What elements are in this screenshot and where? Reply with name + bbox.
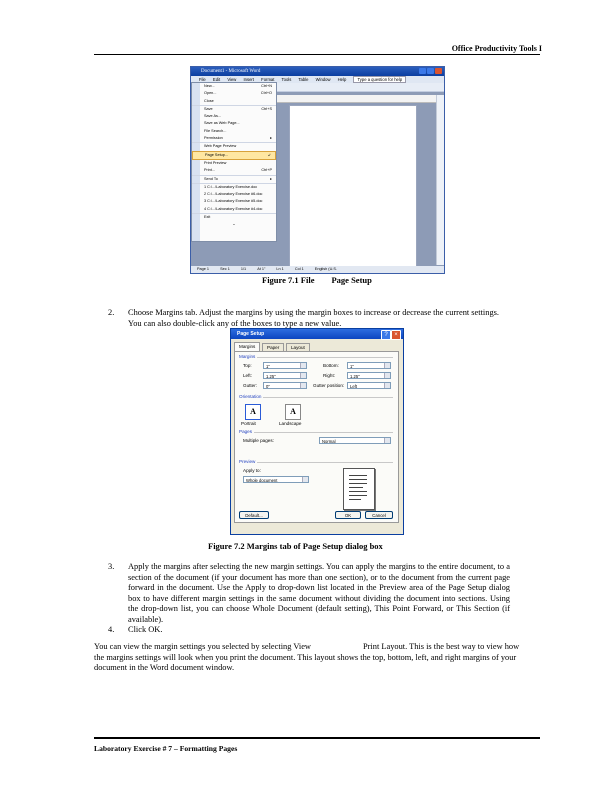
page-footer: Laboratory Exercise # 7 – Formatting Pages	[94, 744, 238, 753]
file-menu-open[interactable]: Open... Ctrl+O	[204, 91, 272, 96]
footer-rule	[94, 737, 540, 739]
margins-panel	[234, 351, 399, 523]
margins-group-rule	[239, 357, 393, 358]
menu-insert[interactable]: Insert	[243, 77, 254, 82]
preview-group-title: Preview	[239, 459, 256, 464]
file-menu-save-as[interactable]: Save As...	[204, 114, 222, 119]
file-menu-save[interactable]: Save Ctrl+S	[192, 105, 276, 113]
file-menu-print-preview[interactable]: Print Preview	[204, 160, 227, 165]
cancel-button[interactable]: Cancel	[365, 511, 393, 519]
word-statusbar	[191, 266, 444, 273]
word-titlebar: Document1 - Microsoft Word	[191, 67, 444, 76]
file-menu-page-setup[interactable]: Page Setup... ➹	[192, 151, 276, 160]
bottom-margin-input[interactable]: 1"	[347, 362, 391, 369]
chevron-down-icon[interactable]	[384, 383, 390, 388]
preview-group-rule	[239, 462, 393, 463]
orientation-group-title: Orientation	[239, 394, 262, 399]
tab-layout[interactable]: Layout	[286, 343, 310, 352]
step-2-number: 2.	[108, 308, 115, 317]
menu-tools[interactable]: Tools	[281, 77, 292, 82]
preview-line	[349, 495, 367, 496]
status-language: English (U.S.	[314, 267, 337, 271]
status-section: Sec 1	[220, 267, 230, 271]
preview-line	[349, 487, 363, 488]
page-preview	[343, 468, 375, 510]
close-icon[interactable]	[435, 68, 442, 74]
landscape-icon[interactable]: A	[285, 404, 301, 420]
recent-file-3[interactable]: 3 C:\...\Laboratory Exercise #5.doc	[204, 199, 263, 204]
menu-help[interactable]: Help	[337, 77, 347, 82]
top-label: Top:	[243, 363, 252, 368]
menu-format[interactable]: Format	[261, 77, 275, 82]
document-page[interactable]	[289, 105, 417, 272]
spin-arrows-icon[interactable]	[300, 373, 306, 378]
word-window-screenshot	[190, 66, 445, 274]
file-menu-permission[interactable]: Permission ▸	[204, 136, 272, 141]
vertical-scrollbar[interactable]	[436, 95, 444, 265]
minimize-icon[interactable]	[419, 68, 426, 74]
file-menu-exit[interactable]: Exit	[192, 213, 276, 221]
portrait-icon[interactable]: A	[245, 404, 261, 420]
gutter-input[interactable]: 0"	[263, 382, 307, 389]
maximize-icon[interactable]	[427, 68, 434, 74]
status-line: Ln 1	[276, 267, 284, 271]
file-menu-send-to[interactable]: Send To ▸	[192, 175, 276, 183]
status-column: Col 1	[294, 267, 304, 271]
pages-group-rule	[239, 432, 393, 433]
step-4-number: 4.	[108, 625, 115, 634]
figure-1-caption: Figure 7.1 File Page Setup	[262, 275, 372, 285]
file-menu-print[interactable]: Print... Ctrl+P	[204, 168, 272, 173]
help-icon[interactable]: ?	[381, 330, 391, 340]
status-page-count: 1/1	[240, 267, 247, 271]
close-icon[interactable]: ×	[391, 330, 401, 340]
file-menu-web-preview[interactable]: Web Page Preview	[192, 142, 276, 150]
preview-line	[349, 491, 367, 492]
gutter-position-select[interactable]: Left	[347, 382, 391, 389]
spin-arrows-icon[interactable]	[384, 373, 390, 378]
multiple-pages-label: Multiple pages:	[243, 438, 274, 443]
step-3-text: Apply the margins after selecting the new margin settings. You can apply the margins to the entire document, to a section of the document (if your document has more than one section), or to the document from the current page forward in the document. Use the Apply to drop-down list located in the Preview area of the Page Setup dialog box to have different margin settings in the same document without dividing the document into sections. Using the drop-down list, you can choose Whole Document (default setting), This Point Forward, or This Section (if available).	[128, 562, 510, 624]
spin-arrows-icon[interactable]	[300, 383, 306, 388]
apply-to-label: Apply to:	[243, 468, 261, 473]
closing-paragraph	[94, 642, 524, 674]
apply-to-select[interactable]: Whole document	[243, 476, 309, 483]
top-margin-input[interactable]: 1"	[263, 362, 307, 369]
preview-line	[349, 479, 367, 480]
pages-group-title: Pages	[239, 429, 253, 434]
step-3-number: 3.	[108, 562, 115, 571]
closing-text-a: You can view the margin settings you selected by selecting View	[94, 642, 311, 651]
menu-file[interactable]: File	[199, 77, 206, 82]
gutter-position-label: Gutter position:	[313, 383, 345, 388]
bottom-label: Bottom:	[323, 363, 339, 368]
recent-file-4[interactable]: 4 C:\...\Laboratory Exercise #4.doc	[204, 206, 263, 211]
portrait-label: Portrait	[241, 421, 256, 426]
recent-file-2[interactable]: 2 C:\...\Laboratory Exercise #6.doc	[204, 192, 263, 197]
header-rule	[94, 54, 540, 55]
help-search-box[interactable]: Type a question for help	[353, 76, 406, 83]
recent-file-1[interactable]: 1 C:\...\Laboratory Exercise.doc	[192, 183, 276, 191]
step-2-text: Choose Margins tab. Adjust the margins by using the margin boxes to increase or decrease the current settings. You can also double-click any of the boxes to type a new value.	[128, 308, 499, 328]
margins-group-title: Margins	[239, 354, 256, 359]
menu-edit[interactable]: Edit	[212, 77, 221, 82]
chevron-down-icon[interactable]	[384, 438, 390, 443]
spin-arrows-icon[interactable]	[384, 363, 390, 368]
default-button[interactable]: Default...	[239, 511, 269, 519]
file-menu-file-search[interactable]: File Search...	[204, 128, 227, 133]
menu-table[interactable]: Table	[298, 77, 309, 82]
left-label: Left:	[243, 373, 252, 378]
menu-window[interactable]: Window	[315, 77, 331, 82]
left-margin-input[interactable]: 1.25"	[263, 372, 307, 379]
chevron-down-icon[interactable]	[302, 477, 308, 482]
page-setup-dialog	[230, 328, 404, 535]
tab-margins[interactable]: Margins	[234, 342, 260, 352]
dialog-title: Page Setup	[231, 329, 403, 339]
status-at: At 1"	[257, 267, 266, 271]
right-label: Right:	[323, 373, 336, 378]
right-margin-input[interactable]: 1.25"	[347, 372, 391, 379]
running-header: Office Productivity Tools I	[451, 44, 542, 53]
landscape-label: Landscape	[279, 421, 302, 426]
gutter-label: Gutter:	[243, 383, 258, 388]
expand-menu-chevron-icon[interactable]: ⌄	[232, 222, 236, 227]
preview-line	[349, 483, 367, 484]
menu-view[interactable]: View	[227, 77, 237, 82]
closing-text-b: Print Layout. This is the best way to view how the margins settings will look when you print the document. This layout shows the top, bottom, left, and right margins of your document in the Word document window.	[94, 642, 520, 672]
spin-arrows-icon[interactable]	[300, 363, 306, 368]
preview-line	[349, 475, 367, 476]
pointer-cursor-icon: ➹	[267, 152, 271, 157]
preview-line	[349, 499, 361, 500]
tab-paper[interactable]: Paper	[262, 343, 284, 352]
file-menu	[191, 82, 277, 242]
step-4-text: Click OK.	[128, 625, 163, 634]
file-menu-save-web[interactable]: Save as Web Page...	[204, 121, 240, 126]
status-page: Page 1	[197, 267, 210, 271]
file-menu-close[interactable]: Close	[204, 98, 214, 103]
multiple-pages-select[interactable]: Normal	[319, 437, 391, 444]
figure-2-caption: Figure 7.2 Margins tab of Page Setup dialog box	[208, 541, 383, 551]
horizontal-ruler	[271, 95, 441, 103]
ok-button[interactable]: OK	[335, 511, 361, 519]
file-menu-new[interactable]: New... Ctrl+N	[204, 84, 272, 88]
